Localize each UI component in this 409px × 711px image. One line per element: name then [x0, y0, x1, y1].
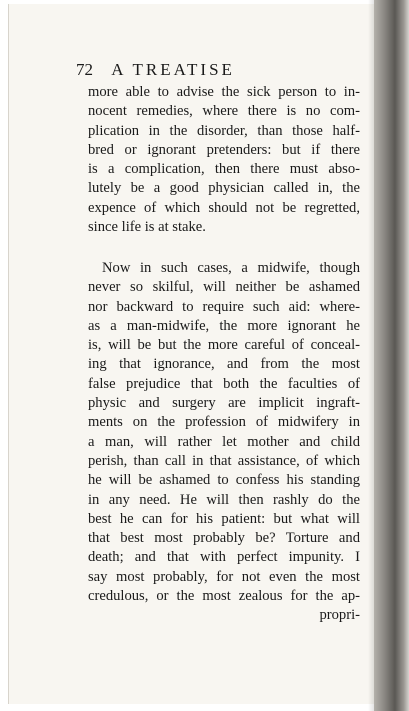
text-line: never so skilful, will neither be ashamed — [88, 279, 360, 296]
text-line: plication in the disorder, than those half- — [88, 122, 360, 139]
text-line: since life is at stake. — [88, 219, 206, 236]
text-line: best he can for his patient: but what will — [88, 510, 360, 527]
text-line: say most probably, for not even the most — [88, 568, 360, 585]
catchword: propri- — [319, 607, 360, 624]
text-line: more able to advise the sick person to in- — [88, 84, 360, 100]
paragraph-1 — [88, 83, 360, 237]
running-head — [76, 60, 235, 80]
text-line: as a man-midwife, the more ignorant he — [88, 317, 360, 334]
book-spine — [374, 0, 409, 711]
text-line: Now in such cases, a midwife, though — [102, 260, 360, 276]
paragraph-2 — [88, 259, 360, 626]
text-line: death; and that with perfect impunity. I — [88, 549, 360, 566]
text-line: bred or ignorant pretenders: but if there — [88, 141, 360, 158]
text-line: he will be ashamed to confess his standing — [88, 472, 360, 489]
text-line: ments on the profession of midwifery in — [88, 414, 360, 431]
text-line: a man, will rather let mother and child — [88, 433, 360, 450]
text-line: that best most probably be? Torture and — [88, 530, 360, 547]
text-line: expence of which should not be regretted, — [88, 199, 360, 216]
text-line: in any need. He will then rashly do the — [88, 491, 360, 508]
text-line: is, will be but the more careful of conceal- — [88, 337, 360, 354]
running-title: A TREATISE — [111, 60, 235, 79]
text-line: nor backward to require such aid: where- — [88, 298, 360, 315]
text-line: ing that ignorance, and from the most — [88, 356, 360, 373]
text-line: physic and surgery are implicit ingraft- — [88, 395, 360, 412]
text-line: perish, than call in that assistance, of which — [88, 452, 360, 469]
text-line: false prejudice that both the faculties of — [88, 375, 360, 392]
page-number: 72 — [76, 60, 93, 79]
text-line: lutely be a good physician called in, the — [88, 180, 360, 197]
text-line: nocent remedies, where there is no com- — [88, 103, 360, 120]
text-line: credulous, or the most zealous for the ap- — [88, 588, 360, 605]
text-line: is a complication, then there must abso- — [88, 161, 360, 178]
